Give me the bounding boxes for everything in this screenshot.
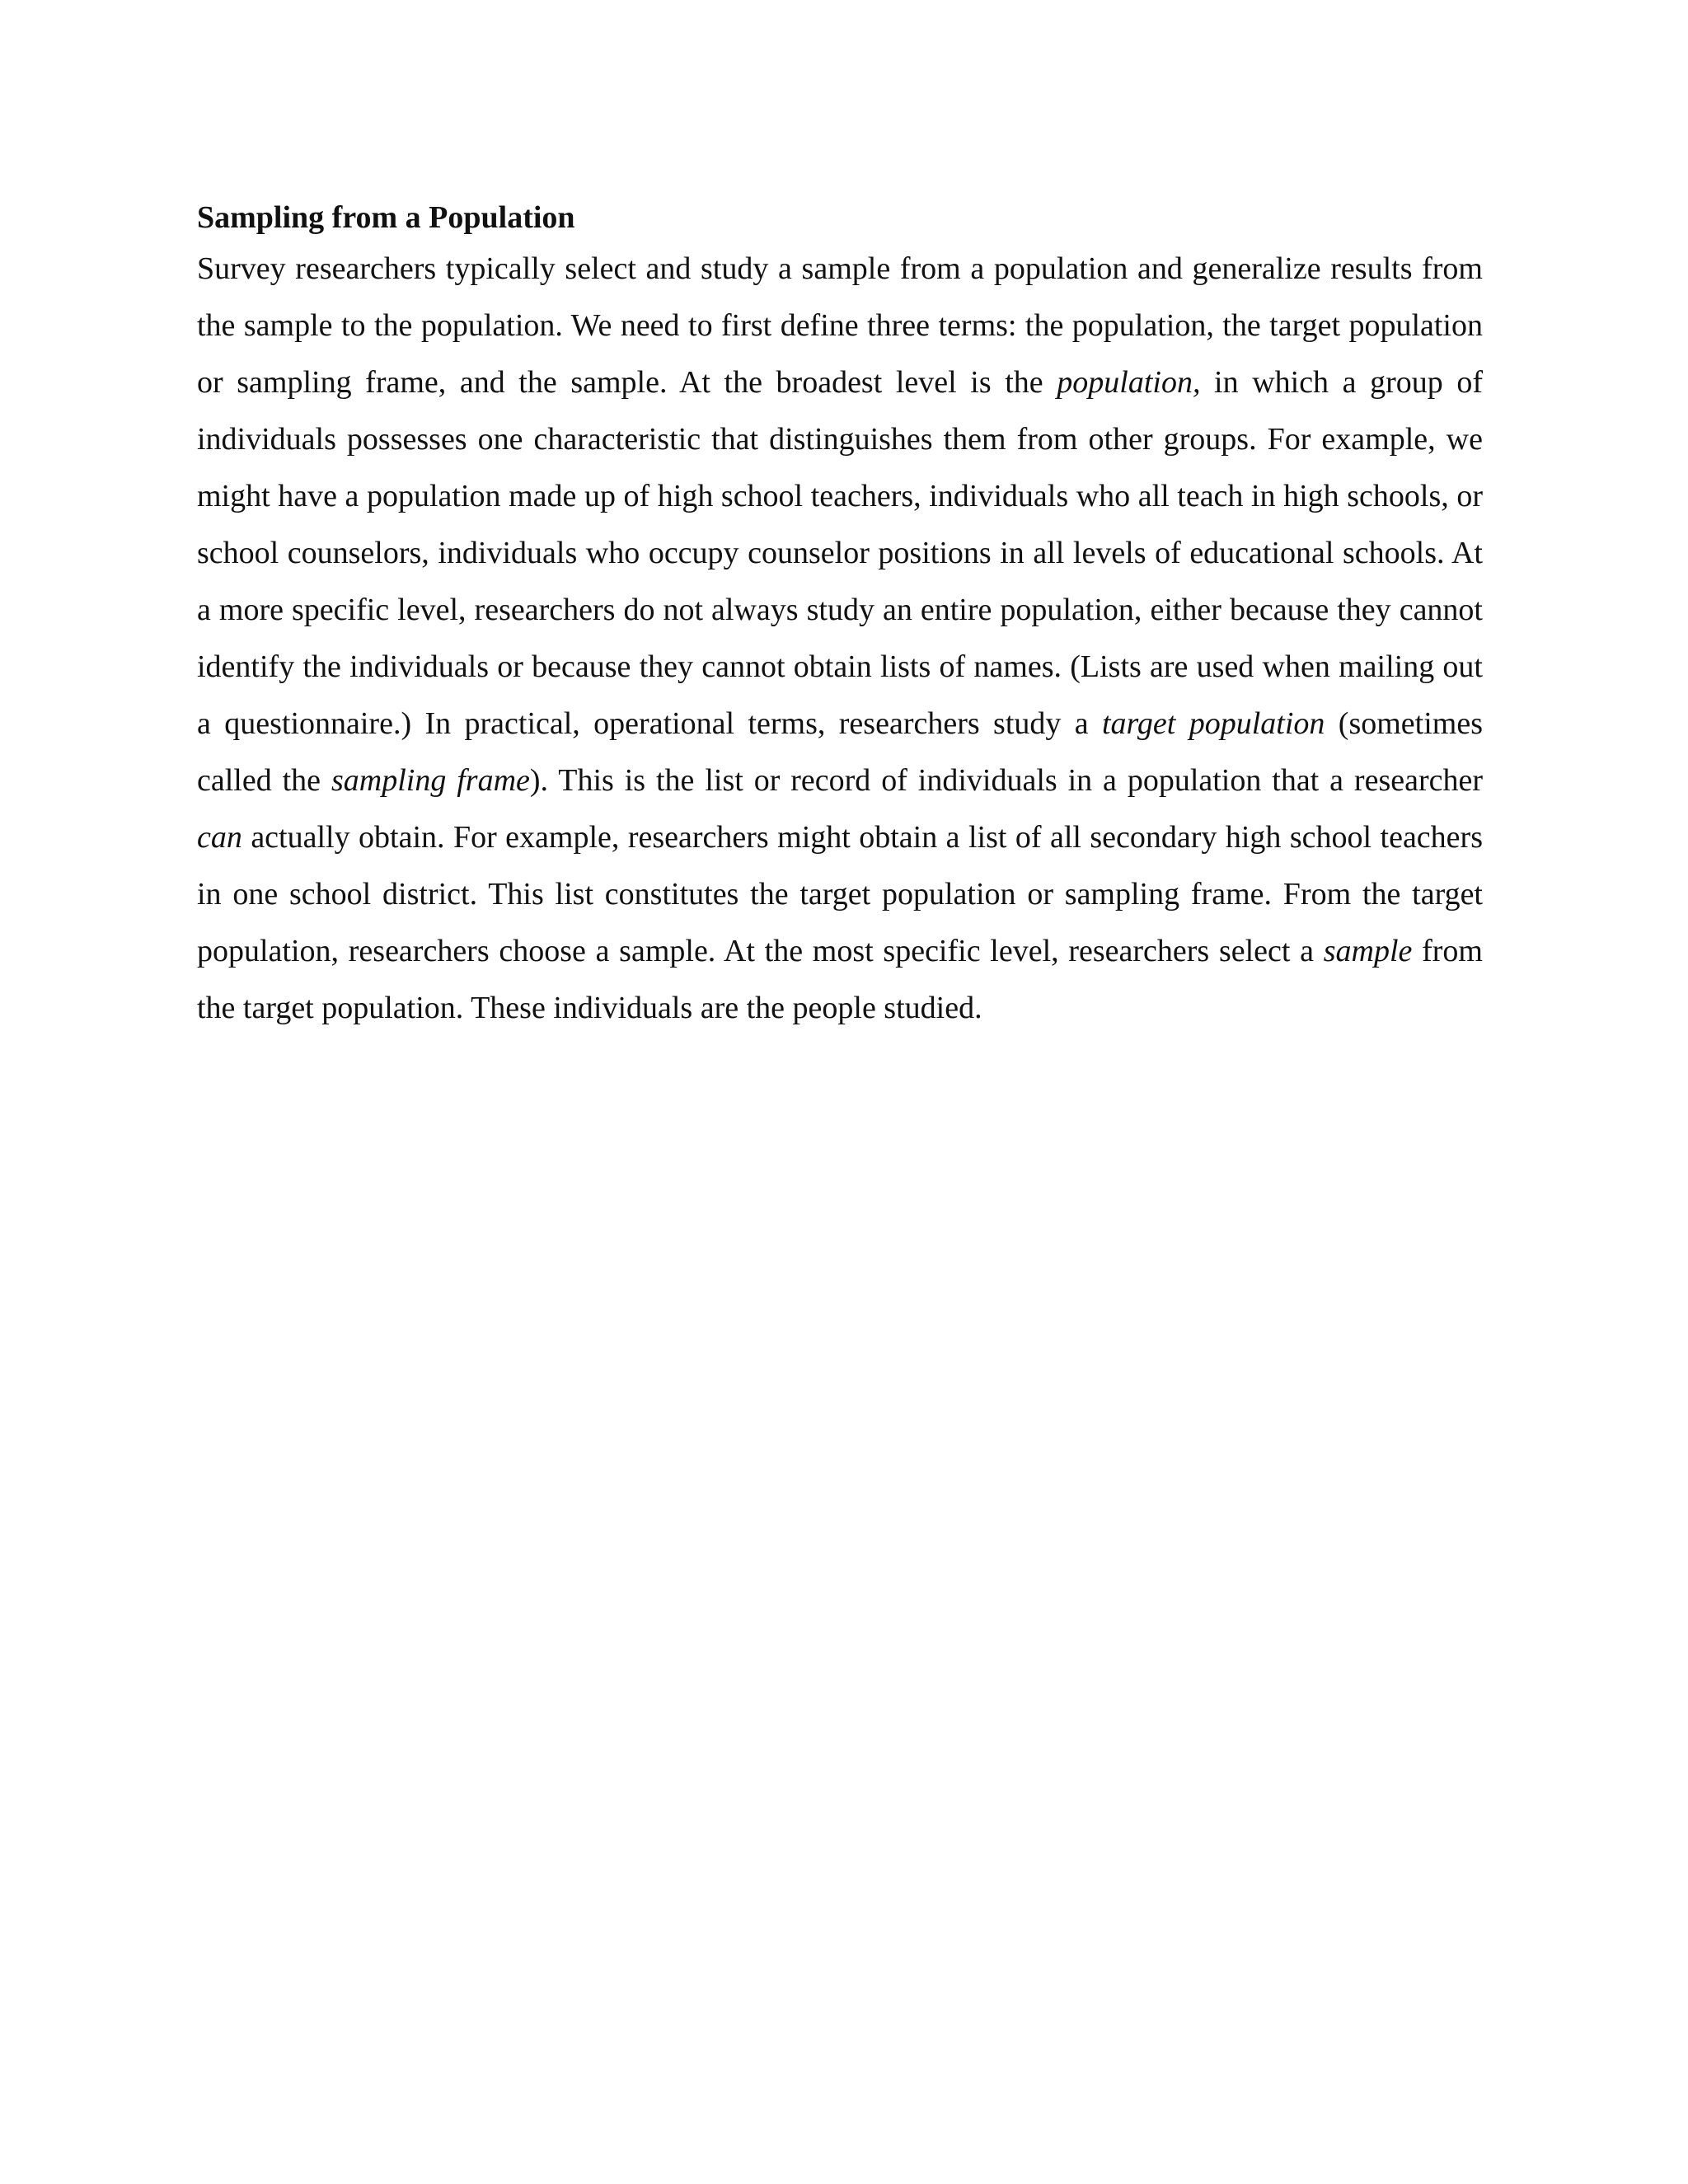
text-segment: (sometimes called the: [197, 706, 1483, 798]
text-segment-italic: can: [197, 820, 242, 855]
document-body: [197, 194, 1483, 1037]
text-segment: actually obtain. For example, researchers might obtain a list of all secondary high school teachers in one school district. This list constitutes the target population or sampling frame. From the target population, researchers choose a sample. At the most specific level, researchers select a: [197, 820, 1483, 968]
text-segment-italic: sampling frame: [331, 763, 530, 798]
text-segment: in which a group of individuals possesses one characteristic that distinguishes them from other groups. For example, we might have a population made up of high school teachers, individuals who all teach in high schools, or school counselors, individuals who occupy counselor positions in all levels of educational schools. At a more specific level, researchers do not always study an entire population, either because they cannot identify the individuals or because they cannot obtain lists of names. (Lists are used when mailing out a questionnaire.) In practical, operational terms, researchers study a: [197, 365, 1483, 741]
section-heading: Sampling from a Population: [197, 200, 575, 235]
body-paragraph: [197, 241, 1483, 1037]
text-segment: ). This is the list or record of individuals in a population that a researcher: [529, 763, 1484, 798]
text-segment: Survey researchers typically select and study a sample from a population and generalize results from the sample to the population. We need to first define three terms: the population, the target population or sampling frame, and the sample. At the broadest level is the: [197, 251, 1483, 400]
text-segment-italic: target population: [1102, 706, 1325, 741]
text-segment-italic: population,: [1057, 365, 1201, 400]
text-segment: from the target population. These individuals are the people studied.: [197, 934, 1483, 1025]
text-segment-italic: sample: [1323, 934, 1413, 968]
